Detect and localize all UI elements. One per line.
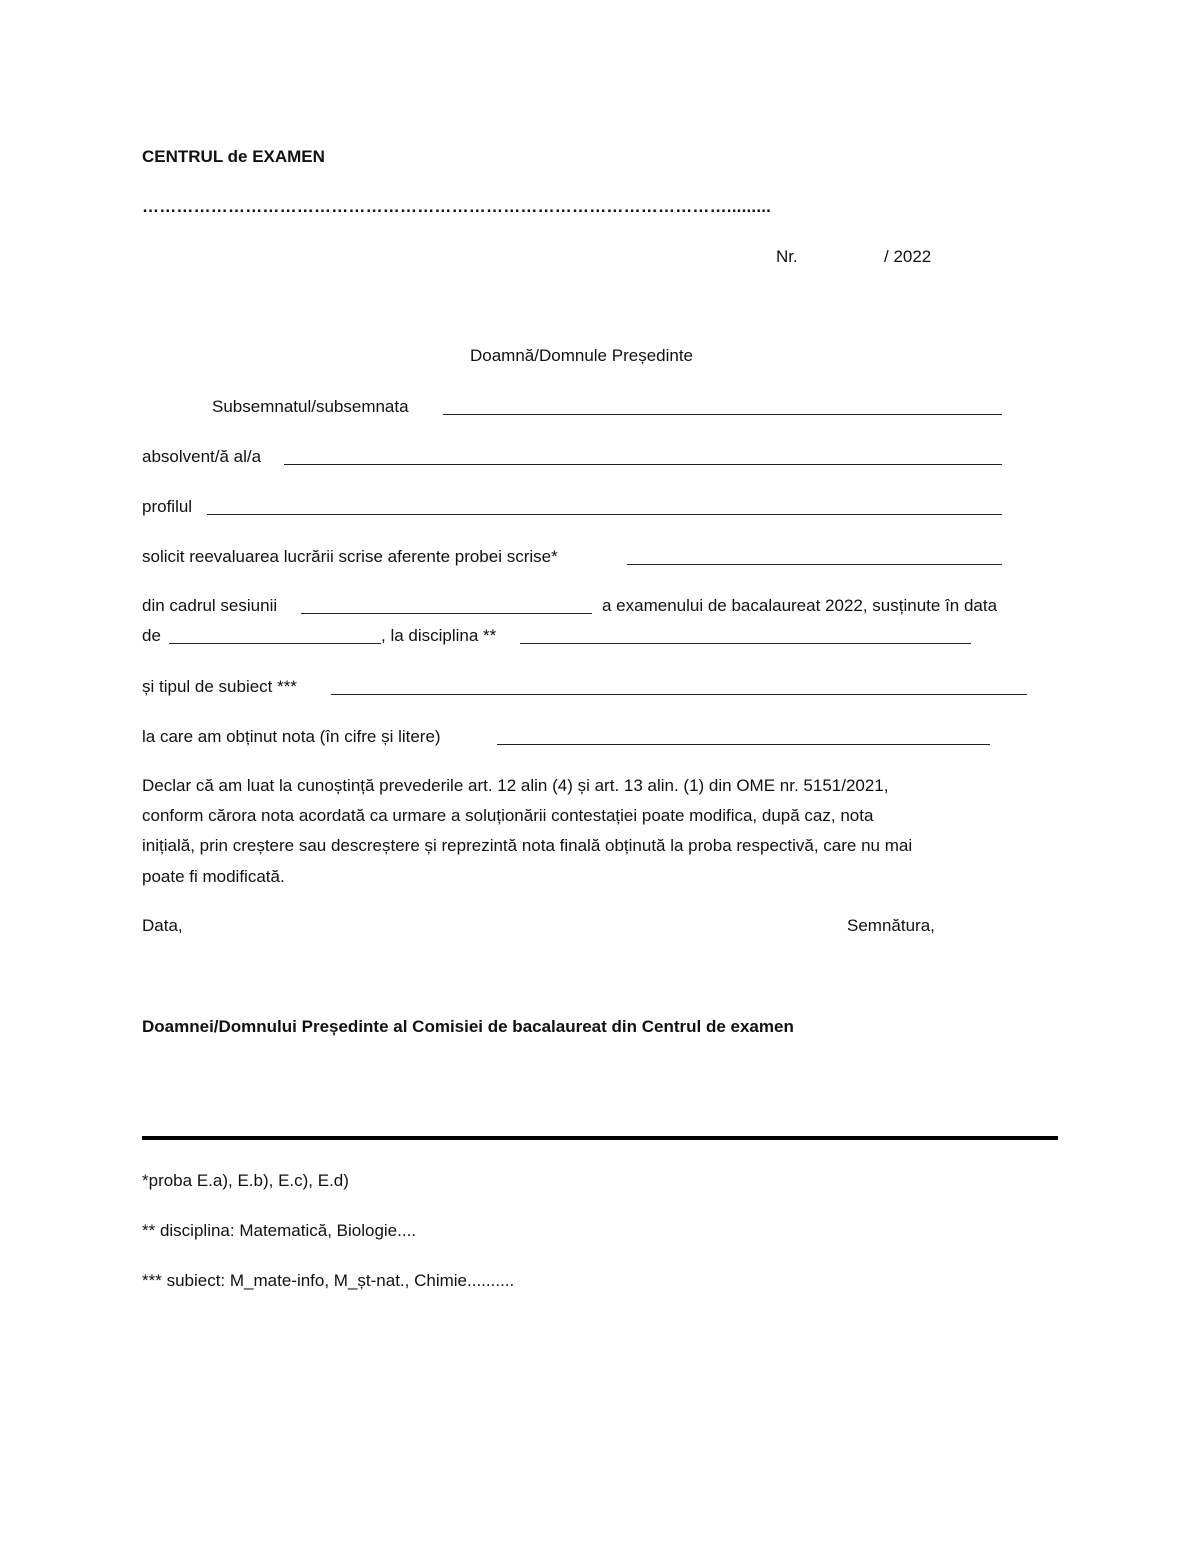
discipline-label: , la disciplina ** (381, 626, 497, 645)
session-label: din cadrul sesiunii (142, 596, 278, 615)
subject-type-label: și tipul de subiect *** (142, 677, 297, 696)
graduate-label: absolvent/ă al/a (142, 447, 262, 466)
discipline-field[interactable] (520, 643, 971, 644)
profile-label: profilul (142, 497, 193, 516)
footnote-2: ** disciplina: Matematică, Biologie.... (142, 1221, 417, 1240)
request-label: solicit reevaluarea lucrării scrise aferente probei scrise* (142, 547, 558, 566)
footnote-separator (142, 1136, 1058, 1140)
session-rest-text: a examenului de bacalaureat 2022, susținute în data (602, 596, 998, 615)
exam-test-field[interactable] (627, 564, 1002, 565)
date-label: Data, (142, 916, 183, 935)
salutation: Doamnă/Domnule Președinte (470, 346, 694, 365)
declaration-line-3: inițială, prin creștere sau descreștere și reprezintă nota finală obținută la proba respectivă, care nu mai (142, 836, 913, 855)
grade-field[interactable] (497, 744, 990, 745)
center-name-dots: …………………………………………………………………………………………......... (142, 197, 772, 216)
center-title: CENTRUL de EXAMEN (142, 147, 325, 166)
name-field[interactable] (443, 414, 1002, 415)
signature-label: Semnătura, (847, 916, 935, 935)
footnote-1: *proba E.a), E.b), E.c), E.d) (142, 1171, 349, 1190)
addressee: Doamnei/Domnului Președinte al Comisiei de bacalaureat din Centrul de examen (142, 1017, 794, 1036)
date-prefix: de (142, 626, 161, 645)
declaration-line-2: conform cărora nota acordată ca urmare a soluționării contestației poate modifica, după caz, nota (142, 806, 874, 825)
subject-type-field[interactable] (331, 694, 1027, 695)
name-label: Subsemnatul/subsemnata (212, 397, 409, 416)
graduate-field[interactable] (284, 464, 1002, 465)
nr-label: Nr. (776, 247, 798, 266)
declaration-line-4: poate fi modificată. (142, 867, 285, 886)
exam-date-field[interactable] (169, 643, 381, 644)
grade-label: la care am obținut nota (în cifre și litere) (142, 727, 441, 746)
declaration-line-1: Declar că am luat la cunoștință prevederile art. 12 alin (4) și art. 13 alin. (1) din OME nr. 5151/2021, (142, 776, 889, 795)
nr-year: / 2022 (884, 247, 932, 266)
session-field[interactable] (301, 613, 592, 614)
profile-field[interactable] (207, 514, 1002, 515)
footnote-3: *** subiect: M_mate-info, M_șt-nat., Chimie.......... (142, 1271, 515, 1290)
